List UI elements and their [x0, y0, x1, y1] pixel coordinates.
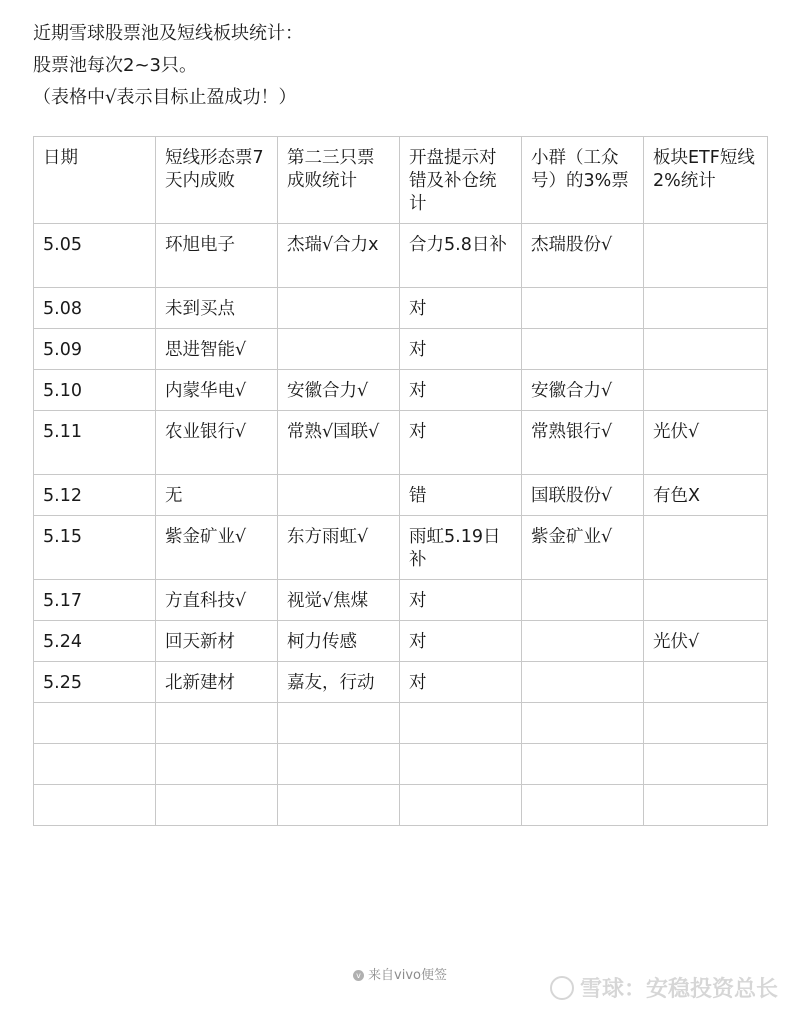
- table-cell: [156, 744, 278, 785]
- table-cell: 对: [400, 662, 522, 703]
- table-row: [34, 329, 768, 370]
- table-cell: [400, 744, 522, 785]
- table-cell: [34, 785, 156, 826]
- table-cell: [644, 370, 768, 411]
- table-cell: [644, 703, 768, 744]
- table-cell: [644, 288, 768, 329]
- table-cell: 错: [400, 475, 522, 516]
- table-cell: [644, 224, 768, 288]
- table-cell: 农业银行√: [156, 411, 278, 475]
- table-cell: 对: [400, 621, 522, 662]
- header-small-group: 小群（工众号）的3%票: [522, 137, 644, 224]
- intro-pool-size: 股票池每次2~3只。: [33, 55, 197, 76]
- table-cell: [278, 288, 400, 329]
- table-cell: 5.25: [34, 662, 156, 703]
- table-cell: [522, 662, 644, 703]
- table-cell: 未到买点: [156, 288, 278, 329]
- table-cell: 5.10: [34, 370, 156, 411]
- table-cell: [522, 329, 644, 370]
- table-cell: [522, 580, 644, 621]
- table-cell: 对: [400, 288, 522, 329]
- table-cell: 常熟银行√: [522, 411, 644, 475]
- table-cell: 国联股份√: [522, 475, 644, 516]
- table-cell: [278, 744, 400, 785]
- intro-title: 近期雪球股票池及短线板块统计：: [33, 23, 303, 44]
- table-cell: 方直科技√: [156, 580, 278, 621]
- header-short-term-pattern: 短线形态票7天内成败: [156, 137, 278, 224]
- table-cell: [644, 744, 768, 785]
- table-cell: [522, 288, 644, 329]
- table-cell: [34, 744, 156, 785]
- snowball-watermark: [550, 972, 778, 1003]
- table-cell: 光伏√: [644, 621, 768, 662]
- table-cell: 视觉√焦煤: [278, 580, 400, 621]
- intro-legend-note: （表格中√表示目标止盈成功！）: [33, 87, 297, 108]
- table-cell: 环旭电子: [156, 224, 278, 288]
- snowball-logo-icon: [550, 976, 574, 1000]
- table-cell: 有色X: [644, 475, 768, 516]
- table-cell: 内蒙华电√: [156, 370, 278, 411]
- table-cell: 北新建材: [156, 662, 278, 703]
- vivo-logo-icon: v: [353, 970, 364, 981]
- table-cell: [400, 703, 522, 744]
- table-cell: [400, 785, 522, 826]
- table-cell: 安徽合力√: [278, 370, 400, 411]
- table-cell: [156, 785, 278, 826]
- table-cell: [644, 580, 768, 621]
- intro-text: [33, 18, 773, 114]
- table-cell: 对: [400, 370, 522, 411]
- table-cell: [644, 785, 768, 826]
- table-cell: 5.08: [34, 288, 156, 329]
- table-row-empty: [34, 703, 768, 744]
- table-cell: 5.05: [34, 224, 156, 288]
- table-row: [34, 662, 768, 703]
- source-label: 来自vivo便签: [368, 968, 447, 983]
- table-cell: 紫金矿业√: [522, 516, 644, 580]
- table-cell: [644, 329, 768, 370]
- table-cell: [278, 703, 400, 744]
- table-cell: [156, 703, 278, 744]
- table-header-row: [34, 137, 768, 224]
- table-cell: 5.24: [34, 621, 156, 662]
- table-cell: 5.12: [34, 475, 156, 516]
- table-cell: [644, 662, 768, 703]
- table-cell: 对: [400, 580, 522, 621]
- header-opening-hint: 开盘提示对错及补仓统计: [400, 137, 522, 224]
- table-cell: [522, 621, 644, 662]
- table-cell: 常熟√国联√: [278, 411, 400, 475]
- table-row-empty: [34, 785, 768, 826]
- table-cell: 雨虹5.19日补: [400, 516, 522, 580]
- table-row: [34, 224, 768, 288]
- table-row: [34, 475, 768, 516]
- table-cell: 5.17: [34, 580, 156, 621]
- table-cell: 无: [156, 475, 278, 516]
- table-cell: 嘉友，行动: [278, 662, 400, 703]
- header-sector-etf: 板块ETF短线2%统计: [644, 137, 768, 224]
- table-cell: 合力5.8日补: [400, 224, 522, 288]
- table-cell: 光伏√: [644, 411, 768, 475]
- table-cell: 东方雨虹√: [278, 516, 400, 580]
- table-row-empty: [34, 744, 768, 785]
- table-cell: [522, 703, 644, 744]
- table-row: [34, 621, 768, 662]
- table-cell: 思进智能√: [156, 329, 278, 370]
- table-cell: 回天新材: [156, 621, 278, 662]
- table-cell: 紫金矿业√: [156, 516, 278, 580]
- header-date: 日期: [34, 137, 156, 224]
- stats-table: [33, 136, 768, 826]
- table-cell: [644, 516, 768, 580]
- table-cell: 安徽合力√: [522, 370, 644, 411]
- table-cell: 对: [400, 411, 522, 475]
- table-cell: 对: [400, 329, 522, 370]
- table-cell: [34, 703, 156, 744]
- table-cell: 5.11: [34, 411, 156, 475]
- table-row: [34, 288, 768, 329]
- table-row: [34, 516, 768, 580]
- table-cell: [278, 329, 400, 370]
- table-cell: [522, 744, 644, 785]
- table-cell: 5.15: [34, 516, 156, 580]
- table-row: [34, 370, 768, 411]
- table-row: [34, 411, 768, 475]
- watermark-text: 雪球：安稳投资总长: [579, 977, 778, 1002]
- table-row: [34, 580, 768, 621]
- table-cell: [278, 785, 400, 826]
- table-cell: 杰瑞股份√: [522, 224, 644, 288]
- table-cell: [278, 475, 400, 516]
- table-cell: [522, 785, 644, 826]
- header-second-third-picks: 第二三只票成败统计: [278, 137, 400, 224]
- table-cell: 柯力传感: [278, 621, 400, 662]
- table-cell: 杰瑞√合力x: [278, 224, 400, 288]
- table-cell: 5.09: [34, 329, 156, 370]
